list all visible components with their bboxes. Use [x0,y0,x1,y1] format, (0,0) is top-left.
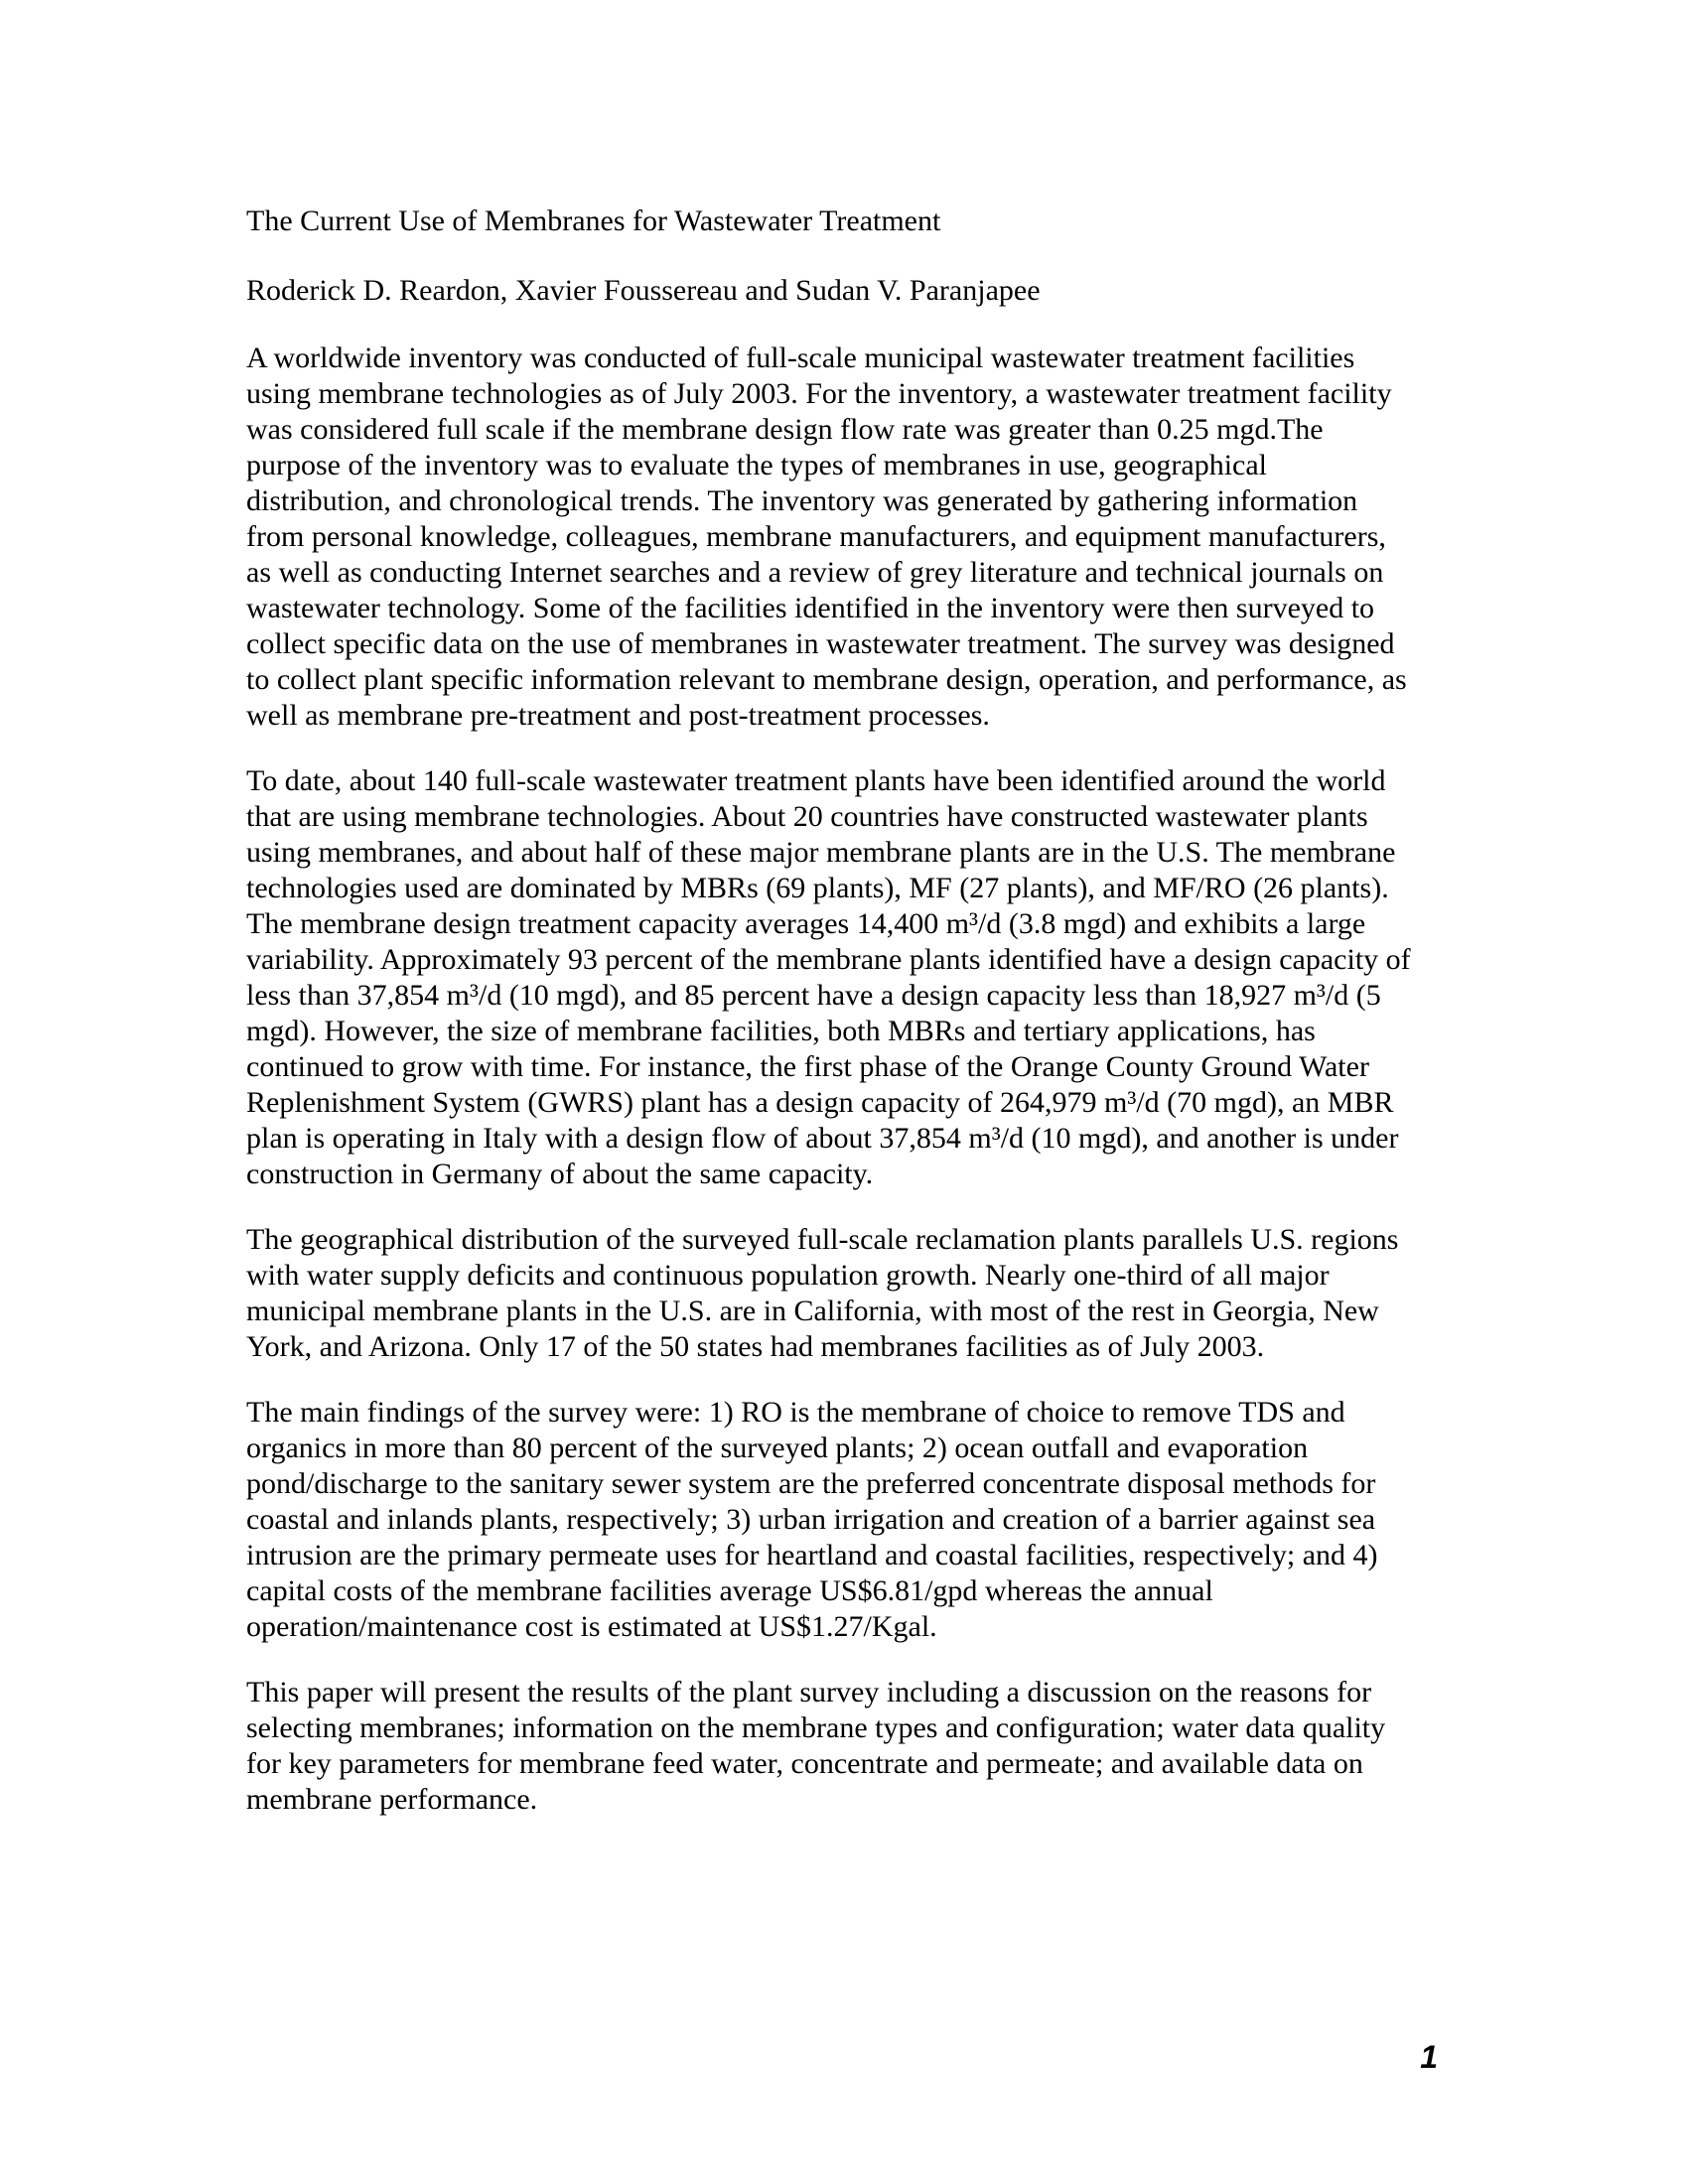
text-line: The main findings of the survey were: 1) RO is the membrane of choice to remove TDS and [246,1396,1345,1429]
paragraph [246,1222,1468,1365]
text-line: using membranes, and about half of these major membrane plants are in the U.S. The membrane [246,836,1396,869]
text-line: Replenishment System (GWRS) plant has a design capacity of 264,979 m³/d (70 mgd), an MBR [246,1086,1394,1119]
paragraph [246,1395,1468,1645]
document-body [246,341,1468,1818]
page-content [246,204,1468,1847]
text-line: well as membrane pre-treatment and post-treatment processes. [246,699,990,732]
text-line: York, and Arizona. Only 17 of the 50 states had membranes facilities as of July 2003. [246,1330,1265,1363]
text-line: operation/maintenance cost is estimated at US$1.27/Kgal. [246,1610,937,1643]
text-line: construction in Germany of about the same capacity. [246,1158,874,1190]
text-line: coastal and inlands plants, respectively; 3) urban irrigation and creation of a barrier against sea [246,1503,1376,1536]
text-line: This paper will present the results of the plant survey including a discussion on the reasons for [246,1676,1372,1708]
text-line: To date, about 140 full-scale wastewater treatment plants have been identified around the world [246,764,1386,797]
text-line: municipal membrane plants in the U.S. are in California, with most of the rest in Georgia, New [246,1295,1379,1327]
text-line: capital costs of the membrane facilities average US$6.81/gpd whereas the annual [246,1574,1213,1607]
text-line: variability. Approximately 93 percent of the membrane plants identified have a design capacity of [246,943,1411,976]
text-line: collect specific data on the use of membranes in wastewater treatment. The survey was designed [246,627,1395,660]
text-line: membrane performance. [246,1783,538,1816]
text-line: less than 37,854 m³/d (10 mgd), and 85 percent have a design capacity less than 18,927 m³/d (5 [246,979,1381,1012]
text-line: was considered full scale if the membrane design flow rate was greater than 0.25 mgd.The [246,413,1324,446]
paper-authors: Roderick D. Reardon, Xavier Foussereau and Sudan V. Paranjapee [246,274,1041,307]
text-line: organics in more than 80 percent of the surveyed plants; 2) ocean outfall and evaporation [246,1432,1309,1464]
paragraph [246,341,1468,734]
text-line: wastewater technology. Some of the facilities identified in the inventory were then surveyed to [246,592,1375,624]
text-line: that are using membrane technologies. About 20 countries have constructed wastewater plants [246,800,1368,833]
text-line: technologies used are dominated by MBRs (69 plants), MF (27 plants), and MF/RO (26 plants). [246,872,1389,904]
text-line: distribution, and chronological trends. The inventory was generated by gathering information [246,484,1358,517]
text-line: continued to grow with time. For instance, the first phase of the Orange County Ground Water [246,1050,1369,1083]
text-line: mgd). However, the size of membrane facilities, both MBRs and tertiary applications, has [246,1015,1316,1047]
paper-title: The Current Use of Membranes for Wastewater Treatment [246,205,941,237]
text-line: as well as conducting Internet searches and a review of grey literature and technical journals on [246,556,1384,589]
text-line: The membrane design treatment capacity averages 14,400 m³/d (3.8 mgd) and exhibits a large [246,907,1366,940]
text-line: from personal knowledge, colleagues, membrane manufacturers, and equipment manufacturers, [246,520,1386,553]
text-line: using membrane technologies as of July 2003. For the inventory, a wastewater treatment facility [246,377,1392,410]
page-number: 1 [1420,2039,1438,2075]
text-line: The geographical distribution of the surveyed full-scale reclamation plants parallels U.S. regions [246,1223,1399,1256]
text-line: pond/discharge to the sanitary sewer system are the preferred concentrate disposal methods for [246,1467,1376,1500]
text-line: plan is operating in Italy with a design flow of about 37,854 m³/d (10 mgd), and another is under [246,1122,1399,1155]
text-line: with water supply deficits and continuous population growth. Nearly one-third of all major [246,1259,1330,1292]
text-line: for key parameters for membrane feed water, concentrate and permeate; and available data on [246,1747,1363,1780]
text-line: A worldwide inventory was conducted of full-scale municipal wastewater treatment facilities [246,341,1355,374]
paragraph [246,1675,1468,1818]
paragraph [246,763,1468,1192]
text-line: purpose of the inventory was to evaluate the types of membranes in use, geographical [246,449,1268,481]
text-line: selecting membranes; information on the membrane types and configuration; water data quality [246,1711,1386,1744]
text-line: intrusion are the primary permeate uses for heartland and coastal facilities, respectively; and 4) [246,1539,1378,1571]
text-line: to collect plant specific information relevant to membrane design, operation, and performance, as [246,663,1407,696]
